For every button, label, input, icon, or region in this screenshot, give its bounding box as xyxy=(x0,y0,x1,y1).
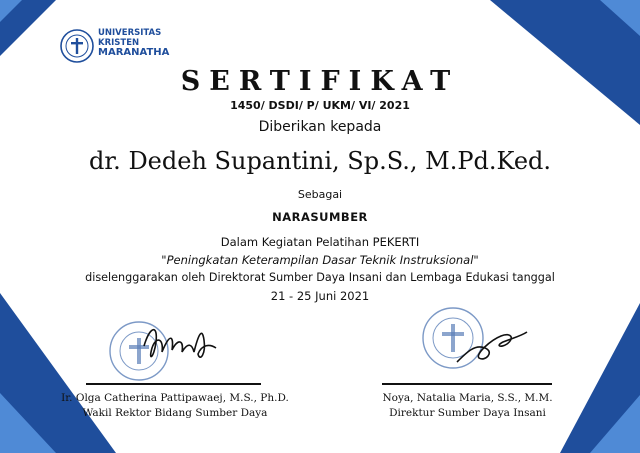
left-signature xyxy=(140,318,220,370)
description-line-4: 21 - 25 Juni 2021 xyxy=(270,289,370,303)
university-seal-icon xyxy=(60,29,94,63)
university-logo xyxy=(60,25,180,69)
given-to-label: Diberikan kepada xyxy=(258,119,382,135)
certificate-number: 1450/ DSDI/ P/ UKM/ VI/ 2021 xyxy=(230,99,410,112)
left-signature-line xyxy=(86,383,261,385)
recipient-name: dr. Dedeh Supantini, Sp.S., M.Pd.Ked. xyxy=(88,147,552,175)
logo-line-3: MARANATHA xyxy=(98,47,170,58)
right-signatory-name: Noya, Natalia Maria, S.S., M.M. xyxy=(382,392,553,404)
recipient-role: NARASUMBER xyxy=(272,210,368,224)
left-signatory-name: Ir. Olga Catherina Pattipawaej, M.S., Ph.D. xyxy=(61,392,289,404)
description-line-3: diselenggarakan oleh Direktorat Sumber Daya Insani dan Lembaga Edukasi tanggal xyxy=(85,271,555,284)
as-label: Sebagai xyxy=(297,188,343,201)
description-line-2: "Peningkatan Keterampilan Dasar Teknik Instruksional" xyxy=(161,253,479,267)
corner-decoration-bottom-right xyxy=(560,303,640,453)
university-name xyxy=(98,28,169,58)
right-signature xyxy=(455,322,535,368)
logo-line-1: UNIVERSITAS xyxy=(98,28,162,38)
description-line-1: Dalam Kegiatan Pelatihan PEKERTI xyxy=(220,235,420,249)
corner-decoration-bottom-left xyxy=(0,293,120,453)
right-signature-line xyxy=(382,383,552,385)
left-signatory-position: Wakil Rektor Bidang Sumber Daya xyxy=(82,407,268,419)
certificate-title: SERTIFIKAT xyxy=(180,66,460,97)
right-signatory-position: Direktur Sumber Daya Insani xyxy=(389,407,546,419)
logo-line-2: KRISTEN xyxy=(98,38,140,48)
